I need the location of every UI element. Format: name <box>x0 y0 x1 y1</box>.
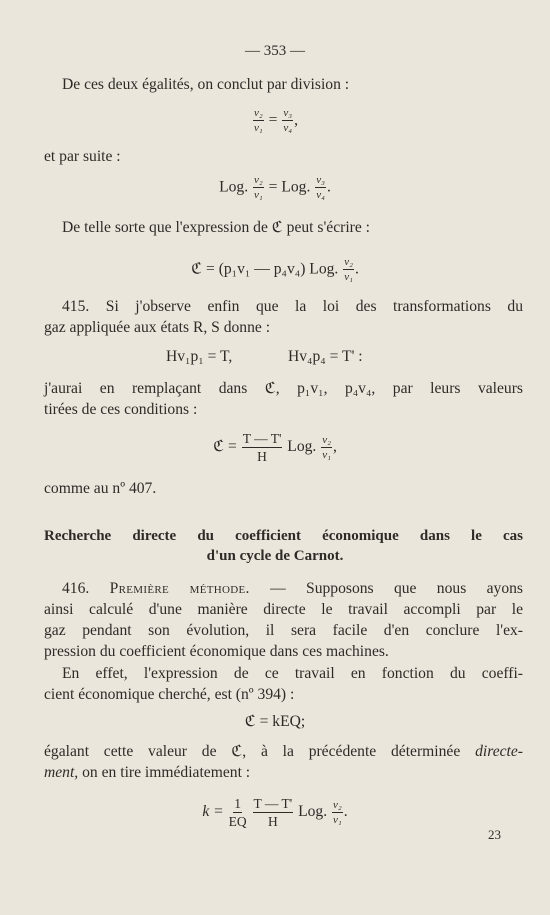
paragraph-line: j'aurai en remplaçant dans ℭ, p₁v₁, p₄v₄, par leurs valeurs <box>44 380 523 397</box>
paragraph-line: et par suite : <box>44 148 121 165</box>
paragraph-line: comme au nº 407. <box>44 480 157 497</box>
paragraph-line: pression du coefficient économique dans ces machines. <box>44 643 389 660</box>
method-title: Première méthode. <box>109 580 250 597</box>
fraction: $\frac{\text{v₃}}{\text{v₄}}$ <box>283 107 293 134</box>
equation-state-s: Hv₄p₄ = T' : <box>288 348 363 365</box>
fraction: $\frac{\text{v₂}}{\text{v₁}}$ <box>344 256 353 283</box>
paragraph-line: 415. Si j'observe enfin que la loi des transformations du <box>62 298 523 315</box>
paragraph-line: cient économique cherché, est (nº 394) : <box>44 686 295 703</box>
equation-ratio: $\frac{\text{v₂}}{\text{v₁}}$ = $\frac{\text{v₃}}{\text{v₄}}$ , <box>254 107 298 134</box>
paragraph-line: tirées de ces conditions : <box>44 401 198 418</box>
paragraph-line: gaz pendant son évolution, il sera facile d'en conclure l'ex- <box>44 622 523 639</box>
fraction: $\frac{T — T'}{H}$ <box>253 796 293 829</box>
section-heading: d'un cycle de Carnot. <box>206 548 344 564</box>
fraction: $\frac{T — T'}{H}$ <box>242 431 282 464</box>
fraction: $\frac{\text{v₂}}{\text{v₁}}$ <box>254 174 263 201</box>
fraction: $\frac{1}{EQ}$ <box>228 796 247 829</box>
page-number: — 353 — <box>245 43 305 59</box>
fraction: $\frac{\text{v₂}}{\text{v₁}}$ <box>254 107 263 134</box>
equation-log: Log. $\frac{\text{v₂}}{\text{v₁}}$ = Log. $\frac{\text{v₃}}{\text{v₄}}$ . <box>219 174 331 201</box>
paragraph-line: En effet, l'expression de ce travail en fonction du coeffi- <box>62 665 523 682</box>
equation-coefficient: k = $\frac{1}{EQ}$ $\frac{T — T'}{H}$ Log. $\frac{\text{v₂}}{\text{v₁}}$ . <box>202 796 348 829</box>
paragraph-line: gaz appliquée aux états R, S donne : <box>44 319 271 336</box>
paragraph-line: ment, on en tire immédiatement : <box>44 764 251 781</box>
paragraph-line: 416. Première méthode. — Supposons que nous ayons <box>62 580 523 597</box>
fraction: $\frac{\text{v₂}}{\text{v₁}}$ <box>322 433 331 461</box>
paragraph-line: ainsi calculé d'une manière directe le travail accompli par le <box>44 601 523 618</box>
equation-work: ℭ = (p₁v₁ — p₄v₄) Log. $\frac{\text{v₂}}{\text{v₁}}$ . <box>191 256 359 283</box>
section-heading: Recherche directe du coefficient économique dans le cas <box>44 528 523 544</box>
signature-number: 23 <box>488 827 501 842</box>
fraction: $\frac{\text{v₃}}{\text{v₄}}$ <box>316 174 325 201</box>
paragraph-line: De telle sorte que l'expression de ℭ peut s'écrire : <box>62 219 370 236</box>
fraction: $\frac{\text{v₂}}{\text{v₁}}$ <box>333 798 342 826</box>
equation-temperature: ℭ = $\frac{T — T'}{H}$ Log. $\frac{\text{v₂}}{\text{v₁}}$ , <box>213 431 337 464</box>
paragraph-line: De ces deux égalités, on conclut par division : <box>62 76 350 93</box>
paragraph-line: égalant cette valeur de ℭ, à la précédente déterminée directe- <box>44 743 523 760</box>
equation-kEQ: ℭ = kEQ; <box>244 713 306 730</box>
equation-state-r: Hv₁p₁ = T, <box>166 348 233 365</box>
